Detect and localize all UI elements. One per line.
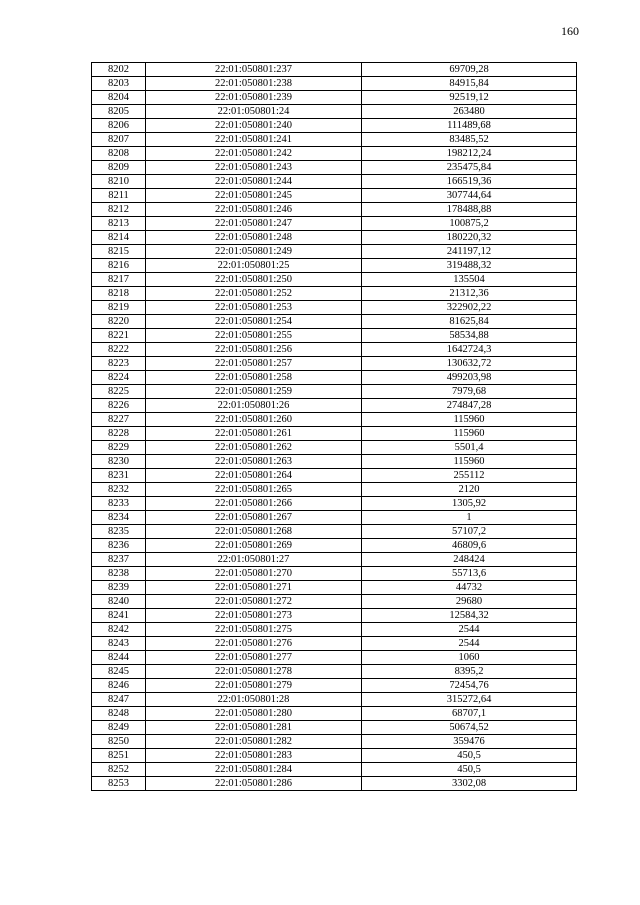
cadastral-value-cell: 1642724,3 xyxy=(362,343,577,357)
cadastral-value-cell: 7979,68 xyxy=(362,385,577,399)
cadastral-value-cell: 135504 xyxy=(362,273,577,287)
row-number-cell: 8244 xyxy=(92,651,146,665)
cadastral-number-cell: 22:01:050801:239 xyxy=(146,91,362,105)
row-number-cell: 8226 xyxy=(92,399,146,413)
cadastral-number-cell: 22:01:050801:249 xyxy=(146,245,362,259)
table-row xyxy=(92,455,577,469)
row-number-cell: 8245 xyxy=(92,665,146,679)
cadastral-value-cell: 499203,98 xyxy=(362,371,577,385)
row-number-cell: 8223 xyxy=(92,357,146,371)
cadastral-number-cell: 22:01:050801:277 xyxy=(146,651,362,665)
table-row xyxy=(92,343,577,357)
table-row xyxy=(92,105,577,119)
table-row xyxy=(92,539,577,553)
table-row xyxy=(92,497,577,511)
row-number-cell: 8203 xyxy=(92,77,146,91)
table-row xyxy=(92,637,577,651)
cadastral-value-cell: 241197,12 xyxy=(362,245,577,259)
table-row xyxy=(92,651,577,665)
cadastral-number-cell: 22:01:050801:252 xyxy=(146,287,362,301)
cadastral-number-cell: 22:01:050801:243 xyxy=(146,161,362,175)
table-row xyxy=(92,77,577,91)
table-row xyxy=(92,777,577,791)
row-number-cell: 8230 xyxy=(92,455,146,469)
table-row xyxy=(92,133,577,147)
cadastral-number-cell: 22:01:050801:261 xyxy=(146,427,362,441)
cadastral-value-cell: 50674,52 xyxy=(362,721,577,735)
cadastral-value-cell: 1060 xyxy=(362,651,577,665)
table-row xyxy=(92,679,577,693)
table-row xyxy=(92,273,577,287)
cadastral-number-cell: 22:01:050801:258 xyxy=(146,371,362,385)
table-row xyxy=(92,609,577,623)
table-row xyxy=(92,483,577,497)
table-row xyxy=(92,91,577,105)
table-row xyxy=(92,203,577,217)
cadastral-value-cell: 322902,22 xyxy=(362,301,577,315)
row-number-cell: 8237 xyxy=(92,553,146,567)
row-number-cell: 8204 xyxy=(92,91,146,105)
table-row xyxy=(92,707,577,721)
row-number-cell: 8225 xyxy=(92,385,146,399)
row-number-cell: 8216 xyxy=(92,259,146,273)
cadastral-number-cell: 22:01:050801:265 xyxy=(146,483,362,497)
row-number-cell: 8239 xyxy=(92,581,146,595)
table-row xyxy=(92,385,577,399)
table-row xyxy=(92,665,577,679)
row-number-cell: 8224 xyxy=(92,371,146,385)
row-number-cell: 8213 xyxy=(92,217,146,231)
cadastral-value-cell: 12584,32 xyxy=(362,609,577,623)
row-number-cell: 8222 xyxy=(92,343,146,357)
table-row xyxy=(92,259,577,273)
cadastral-value-cell: 68707,1 xyxy=(362,707,577,721)
cadastral-number-cell: 22:01:050801:270 xyxy=(146,567,362,581)
table-row xyxy=(92,581,577,595)
row-number-cell: 8217 xyxy=(92,273,146,287)
cadastral-value-cell: 92519,12 xyxy=(362,91,577,105)
cadastral-number-cell: 22:01:050801:263 xyxy=(146,455,362,469)
cadastral-value-cell: 274847,28 xyxy=(362,399,577,413)
cadastral-number-cell: 22:01:050801:272 xyxy=(146,595,362,609)
cadastral-value-cell: 72454,76 xyxy=(362,679,577,693)
cadastral-value-cell: 29680 xyxy=(362,595,577,609)
cadastral-value-cell: 180220,32 xyxy=(362,231,577,245)
row-number-cell: 8232 xyxy=(92,483,146,497)
cadastral-number-cell: 22:01:050801:281 xyxy=(146,721,362,735)
cadastral-value-cell: 263480 xyxy=(362,105,577,119)
table-row xyxy=(92,301,577,315)
row-number-cell: 8231 xyxy=(92,469,146,483)
cadastral-value-cell: 255112 xyxy=(362,469,577,483)
table-row xyxy=(92,469,577,483)
row-number-cell: 8234 xyxy=(92,511,146,525)
cadastral-number-cell: 22:01:050801:279 xyxy=(146,679,362,693)
cadastral-number-cell: 22:01:050801:282 xyxy=(146,735,362,749)
cadastral-number-cell: 22:01:050801:260 xyxy=(146,413,362,427)
cadastral-value-cell: 55713,6 xyxy=(362,567,577,581)
cadastral-number-cell: 22:01:050801:273 xyxy=(146,609,362,623)
table-row xyxy=(92,399,577,413)
cadastral-value-cell: 58534,88 xyxy=(362,329,577,343)
cadastral-value-cell: 111489,68 xyxy=(362,119,577,133)
row-number-cell: 8212 xyxy=(92,203,146,217)
table-row xyxy=(92,357,577,371)
cadastral-number-cell: 22:01:050801:255 xyxy=(146,329,362,343)
table-row xyxy=(92,175,577,189)
cadastral-number-cell: 22:01:050801:237 xyxy=(146,63,362,77)
row-number-cell: 8202 xyxy=(92,63,146,77)
cadastral-value-cell: 198212,24 xyxy=(362,147,577,161)
cadastral-value-cell: 315272,64 xyxy=(362,693,577,707)
cadastral-number-cell: 22:01:050801:286 xyxy=(146,777,362,791)
row-number-cell: 8220 xyxy=(92,315,146,329)
cadastral-value-cell: 46809,6 xyxy=(362,539,577,553)
row-number-cell: 8235 xyxy=(92,525,146,539)
cadastral-value-cell: 115960 xyxy=(362,413,577,427)
row-number-cell: 8227 xyxy=(92,413,146,427)
cadastral-number-cell: 22:01:050801:283 xyxy=(146,749,362,763)
table-row xyxy=(92,525,577,539)
cadastral-value-cell: 8395,2 xyxy=(362,665,577,679)
row-number-cell: 8208 xyxy=(92,147,146,161)
row-number-cell: 8205 xyxy=(92,105,146,119)
cadastral-number-cell: 22:01:050801:245 xyxy=(146,189,362,203)
cadastral-number-cell: 22:01:050801:27 xyxy=(146,553,362,567)
row-number-cell: 8246 xyxy=(92,679,146,693)
table-row xyxy=(92,567,577,581)
cadastral-number-cell: 22:01:050801:256 xyxy=(146,343,362,357)
row-number-cell: 8215 xyxy=(92,245,146,259)
table-row xyxy=(92,217,577,231)
page-number: 160 xyxy=(561,24,579,38)
cadastral-value-cell: 2120 xyxy=(362,483,577,497)
cadastral-number-cell: 22:01:050801:28 xyxy=(146,693,362,707)
cadastral-number-cell: 22:01:050801:268 xyxy=(146,525,362,539)
cadastral-value-cell: 130632,72 xyxy=(362,357,577,371)
row-number-cell: 8250 xyxy=(92,735,146,749)
table-row xyxy=(92,287,577,301)
cadastral-value-cell: 83485,52 xyxy=(362,133,577,147)
cadastral-number-cell: 22:01:050801:271 xyxy=(146,581,362,595)
cadastral-number-cell: 22:01:050801:269 xyxy=(146,539,362,553)
table-row xyxy=(92,371,577,385)
table-row xyxy=(92,315,577,329)
row-number-cell: 8247 xyxy=(92,693,146,707)
row-number-cell: 8253 xyxy=(92,777,146,791)
row-number-cell: 8251 xyxy=(92,749,146,763)
cadastral-number-cell: 22:01:050801:244 xyxy=(146,175,362,189)
cadastral-number-cell: 22:01:050801:262 xyxy=(146,441,362,455)
row-number-cell: 8219 xyxy=(92,301,146,315)
row-number-cell: 8243 xyxy=(92,637,146,651)
row-number-cell: 8210 xyxy=(92,175,146,189)
row-number-cell: 8209 xyxy=(92,161,146,175)
row-number-cell: 8214 xyxy=(92,231,146,245)
row-number-cell: 8241 xyxy=(92,609,146,623)
cadastral-value-cell: 115960 xyxy=(362,455,577,469)
cadastral-number-cell: 22:01:050801:241 xyxy=(146,133,362,147)
cadastral-number-cell: 22:01:050801:247 xyxy=(146,217,362,231)
row-number-cell: 8228 xyxy=(92,427,146,441)
table-row xyxy=(92,721,577,735)
row-number-cell: 8206 xyxy=(92,119,146,133)
cadastral-number-cell: 22:01:050801:238 xyxy=(146,77,362,91)
cadastral-value-cell: 359476 xyxy=(362,735,577,749)
row-number-cell: 8252 xyxy=(92,763,146,777)
row-number-cell: 8249 xyxy=(92,721,146,735)
cadastral-number-cell: 22:01:050801:275 xyxy=(146,623,362,637)
cadastral-value-cell: 5501,4 xyxy=(362,441,577,455)
cadastral-value-cell: 450,5 xyxy=(362,749,577,763)
cadastral-value-table xyxy=(91,62,577,791)
cadastral-value-cell: 115960 xyxy=(362,427,577,441)
cadastral-value-cell: 21312,36 xyxy=(362,287,577,301)
cadastral-number-cell: 22:01:050801:257 xyxy=(146,357,362,371)
row-number-cell: 8236 xyxy=(92,539,146,553)
table-row xyxy=(92,441,577,455)
row-number-cell: 8211 xyxy=(92,189,146,203)
table-row xyxy=(92,147,577,161)
cadastral-value-cell: 1 xyxy=(362,511,577,525)
cadastral-value-cell: 81625,84 xyxy=(362,315,577,329)
cadastral-number-cell: 22:01:050801:248 xyxy=(146,231,362,245)
cadastral-value-cell: 3302,08 xyxy=(362,777,577,791)
cadastral-number-cell: 22:01:050801:253 xyxy=(146,301,362,315)
table-row xyxy=(92,763,577,777)
table-row xyxy=(92,735,577,749)
table-row xyxy=(92,231,577,245)
cadastral-value-cell: 69709,28 xyxy=(362,63,577,77)
table-row xyxy=(92,749,577,763)
cadastral-value-cell: 57107,2 xyxy=(362,525,577,539)
table-row xyxy=(92,329,577,343)
cadastral-value-cell: 44732 xyxy=(362,581,577,595)
row-number-cell: 8238 xyxy=(92,567,146,581)
table-row xyxy=(92,693,577,707)
table-body xyxy=(92,63,577,791)
row-number-cell: 8233 xyxy=(92,497,146,511)
row-number-cell: 8229 xyxy=(92,441,146,455)
table-row xyxy=(92,595,577,609)
table-row xyxy=(92,245,577,259)
row-number-cell: 8218 xyxy=(92,287,146,301)
cadastral-value-cell: 2544 xyxy=(362,623,577,637)
table-row xyxy=(92,119,577,133)
cadastral-value-cell: 450,5 xyxy=(362,763,577,777)
cadastral-value-cell: 84915,84 xyxy=(362,77,577,91)
cadastral-number-cell: 22:01:050801:266 xyxy=(146,497,362,511)
cadastral-number-cell: 22:01:050801:280 xyxy=(146,707,362,721)
cadastral-number-cell: 22:01:050801:24 xyxy=(146,105,362,119)
cadastral-number-cell: 22:01:050801:264 xyxy=(146,469,362,483)
row-number-cell: 8221 xyxy=(92,329,146,343)
row-number-cell: 8207 xyxy=(92,133,146,147)
table-row xyxy=(92,511,577,525)
cadastral-number-cell: 22:01:050801:246 xyxy=(146,203,362,217)
cadastral-number-cell: 22:01:050801:276 xyxy=(146,637,362,651)
cadastral-number-cell: 22:01:050801:26 xyxy=(146,399,362,413)
cadastral-number-cell: 22:01:050801:254 xyxy=(146,315,362,329)
cadastral-value-cell: 319488,32 xyxy=(362,259,577,273)
cadastral-value-cell: 166519,36 xyxy=(362,175,577,189)
cadastral-value-cell: 307744,64 xyxy=(362,189,577,203)
table-row xyxy=(92,189,577,203)
row-number-cell: 8242 xyxy=(92,623,146,637)
table-row xyxy=(92,161,577,175)
table-row xyxy=(92,63,577,77)
table-row xyxy=(92,553,577,567)
cadastral-value-cell: 100875,2 xyxy=(362,217,577,231)
cadastral-number-cell: 22:01:050801:278 xyxy=(146,665,362,679)
table-row xyxy=(92,413,577,427)
cadastral-value-cell: 2544 xyxy=(362,637,577,651)
table-row xyxy=(92,623,577,637)
cadastral-value-cell: 235475,84 xyxy=(362,161,577,175)
cadastral-number-cell: 22:01:050801:250 xyxy=(146,273,362,287)
table-row xyxy=(92,427,577,441)
cadastral-number-cell: 22:01:050801:240 xyxy=(146,119,362,133)
cadastral-value-cell: 178488,88 xyxy=(362,203,577,217)
cadastral-number-cell: 22:01:050801:267 xyxy=(146,511,362,525)
cadastral-number-cell: 22:01:050801:259 xyxy=(146,385,362,399)
cadastral-number-cell: 22:01:050801:284 xyxy=(146,763,362,777)
row-number-cell: 8240 xyxy=(92,595,146,609)
cadastral-value-cell: 1305,92 xyxy=(362,497,577,511)
row-number-cell: 8248 xyxy=(92,707,146,721)
cadastral-number-cell: 22:01:050801:25 xyxy=(146,259,362,273)
cadastral-value-cell: 248424 xyxy=(362,553,577,567)
cadastral-number-cell: 22:01:050801:242 xyxy=(146,147,362,161)
